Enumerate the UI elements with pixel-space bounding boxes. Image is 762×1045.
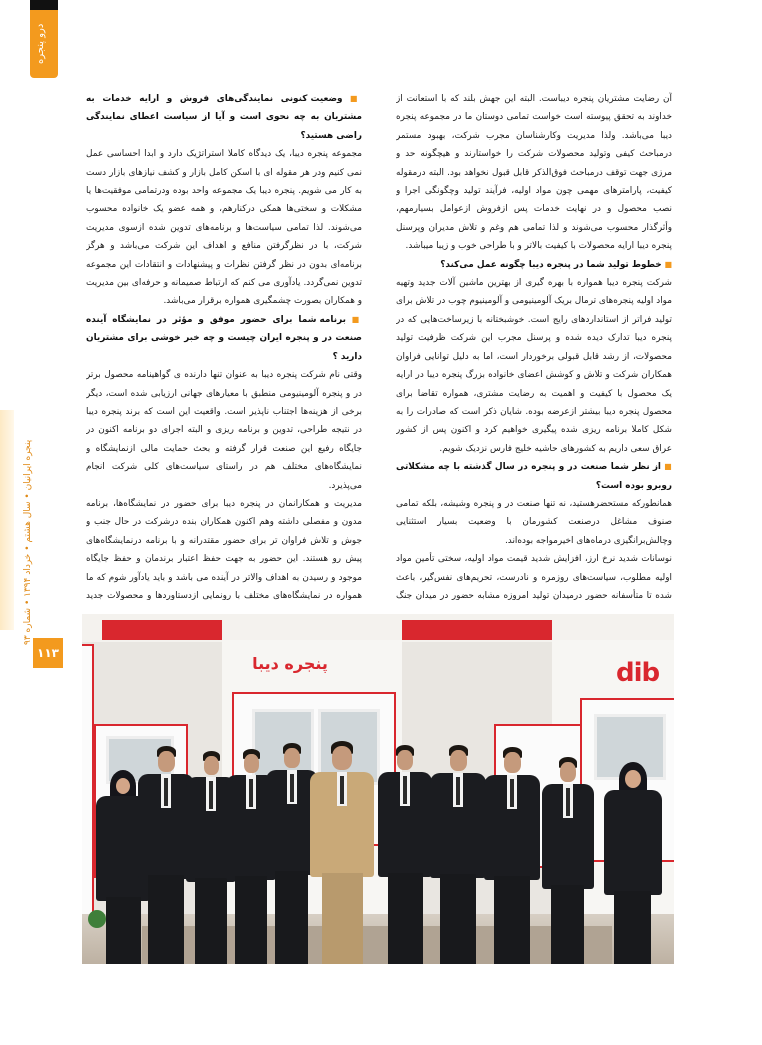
figure-tie [510, 779, 514, 807]
figure-legs [275, 871, 308, 964]
paragraph: مدیریت و همکارانمان در پنجره دیبا برای حضور در نمایشگاه‌ها، برنامه مدون و مفصلی داشته وهم اکنون همکاران بنده درشرکت در حال جنب و جوش و تلاش فراوان تر برای حضور مقتدرانه و با برنامه درنمایشگاه‌های پیش رو هستند. این حضور به جهت حفظ اعتبار برندمان و حفظ جایگاه موجود و رسیدن به اهداف والاتر در آینده می باشد و باید یادآور شوم که ما همواره در نمایشگاه‌های مختلف با رونمایی ازدستاوردها و محصولات جدید [86, 498, 362, 600]
figure-face [116, 778, 130, 794]
booth-logo: dib [616, 658, 660, 688]
plant [88, 910, 106, 928]
figure-legs [440, 874, 476, 964]
figure-legs [148, 875, 184, 964]
article-column-left [86, 90, 362, 600]
figure-legs [322, 873, 363, 964]
question-heading: ■ خطوط تولید شما در پنجره دیبا چگونه عمل می‌کند؟ [396, 256, 672, 274]
figure-tie [249, 779, 253, 807]
booth-red-band [402, 620, 552, 640]
figure-legs [614, 891, 651, 964]
paragraph: شرکت پنجره دیبا همواره با بهره گیری از بهترین ماشین آلات جدید وتهیه مواد اولیه پنجره‌های ترمال بریک آلومینیومی و آلومینیوم چوب در تلاش برای تولید فراتر از استانداردهای رایج است. خوشبختانه با زیرساخت‌هایی که در پنجره دیبا تدارک دیده شده و پرسنل مجرب این شرکت ظرفیت تولید محصولات، از رشد قابل قبولی برخوردار است، اما به دلیل توانایی فراوان همکاران شرکت و تلاش و کوشش اعضای خانواده بزرگ پنجره دیبا در ارایه یک محصول با کیفیت و اهمیت به رضایت مشتری، همواره تقاضا برای محصول پنجره دیبا بیشتر ازعرضه بوده. شایان ذکر است که صادرات را به شکل کاملا برنامه ریزی شده پیگیری خواهیم کرد و اکنون پس از کشور عراق سعی داریم به کشورهای حاشیه خلیج فارس نزدیک شویم. [396, 278, 672, 454]
figure-head [397, 750, 413, 770]
figure-head [332, 746, 352, 770]
figure-tie [340, 776, 344, 804]
booth-red-band [102, 620, 222, 640]
folio-text: پنجره ایرانیان • سال هشتم • خرداد ۱۳۹۴ • شماره ۹۳ [23, 439, 33, 645]
figure-head [504, 752, 521, 773]
paragraph: وقتی نام شرکت پنجره دیبا به عنوان تنها دارنده ی گواهینامه محصول برتر در و پنجره آلومینیومی منطبق با معیارهای جهانی ارزیابی شده است، دیگر برخی از هزینه‌ها اجتناب ناپذیر است. واقعیت این است که برند پنجره دیبا در نتیجه طراحی، تدوین و برنامه ریزی و البته اجرای دو برنامه اکنون در جایگاه رفیع این صنعت قرار گرفته و بحث حمایت مالی ازنمایشگاه و نمایشگاه‌های مختلف هم در راستای سیاست‌های کلی شرکت انجام می‌پذیرد. [86, 370, 362, 491]
booth-sign: پنجره دیبا [252, 654, 328, 673]
figure-legs [494, 876, 530, 964]
figure-head [204, 756, 219, 775]
figure-torso [604, 790, 662, 895]
figure-head [284, 748, 300, 768]
figure-head [450, 750, 467, 771]
figure-face [625, 770, 641, 788]
figure-tie [456, 777, 460, 805]
booth-group-photo [82, 614, 674, 964]
paragraph: آن رضایت مشتریان پنجره دیباست. البته این جهش بلند که با استعانت از خداوند به تحقق پیوسته است خواست تمامی دوستان ما در مجموعه پنجره دیبا می‌باشد. ولذا مدیریت وکارشناسان مجرب شرکت، بهبود مستمر درمباحث کیفی وتولید محصولات شرکت را خواستارند و هیچگونه حد و مرزی جهت توقف درمباحث فوق‌الذکر قابل قبول نخواهد بود. البته درمقوله کیفیت، پارامترهای مهمی چون مواد اولیه، فرآیند تولید وچگونگی اجرا و نصب محصول و در نهایت خدمات پس ازفروش ازعوامل بسیارمهم، وأثرگذار محسوب می‌شوند و لذا تمامی هم وغم و تلاش مدیران وپرسنل پنجره دیبا ارایه محصولات با کیفیت بالاتر و با طراحی خوب و زیبا میباشد. [396, 94, 672, 252]
figure-tie [164, 778, 168, 806]
figure-tie [566, 788, 570, 816]
figure-legs [551, 885, 584, 964]
question-heading: ■ از نظر شما صنعت در و پنجره در سال گذشته با چه مشکلاتی روبرو بوده است؟ [396, 458, 672, 495]
article-column-right [396, 90, 672, 600]
paragraph: همانطورکه مستحضرهستید، نه تنها صنعت در و پنجره وشیشه، بلکه تمامی صنوف مشاغل درصنعت کشورمان با وضعیت بسیار استثنایی وچالش‌برانگیزی درماه‌های اخیرمواجه بوده‌اند. [396, 498, 672, 546]
folio-strip [0, 410, 14, 630]
booth-panel [82, 644, 94, 918]
figure-legs [195, 878, 227, 964]
figure-tie [403, 776, 407, 804]
question-heading: ■ وضعیت کنونی نمایندگی‌های فروش و ارایه خدمات به مشتریان به چه نحوی است و آیا از سیاست اعطای نمایندگی راضی هستید؟ [86, 90, 362, 145]
paragraph: نوسانات شدید نرخ ارز، افزایش شدید قیمت مواد اولیه، سختی تأمین مواد اولیه مطلوب، سیاست‌های روزمره و نادرست، تحریم‌های نفس‌گیر، باعث شده تا متأسفانه حضور درمیدان تولید امروزه مشابه حضور در میدان جنگ [396, 554, 672, 600]
figure-head [158, 751, 175, 772]
question-heading: ■ برنامه شما برای حضور موفق و مؤثر در نمایشگاه آینده صنعت در و پنجره ایران چیست و چه خبر خوشی برای مشتریان دارید ؟ [86, 311, 362, 366]
figure-head [560, 762, 576, 782]
figure-legs [235, 876, 267, 964]
figure-legs [388, 873, 423, 964]
figure-head [244, 754, 259, 773]
paragraph: مجموعه پنجره دیبا، یک دیدگاه کاملا استراتژیک دارد و ابدا احساسی عمل نمی کنیم ودر هر مقوله ای با اسکن کامل بازار و کشف نیازهای بازار دست به کار می شویم. پنجره دیبا یک مجموعه واحد بوده ودرتمامی موفقیت‌ها یا مشکلات و سختی‌ها همکی درکنارهم، و همه عضو یک خانواده محسوب می‌شوند. لذا تمامی سیاست‌ها و برنامه‌های تدوین شده ازسوی مدیریت شرکت، با در نظرگرفتن منافع و اهداف این شرکت می‌باشد و هرگز برنامه‌ای بدون در نظر گرفتن نظرات و پیشنهادات و انتقادات این مجموعه تدوین نمی‌گردد. یادآوری می کنم که ارتباط صمیمانه و حرفه‌ای بین مدیریت و همکاران بصورت چشمگیری همواره برقرار می‌باشد. [86, 149, 362, 307]
figure-legs [106, 897, 141, 964]
section-tab-label: درو پنجره [35, 23, 46, 65]
page-number: ۱۱۳ [33, 638, 63, 668]
figure-tie [290, 774, 294, 802]
figure-tie [209, 781, 213, 809]
